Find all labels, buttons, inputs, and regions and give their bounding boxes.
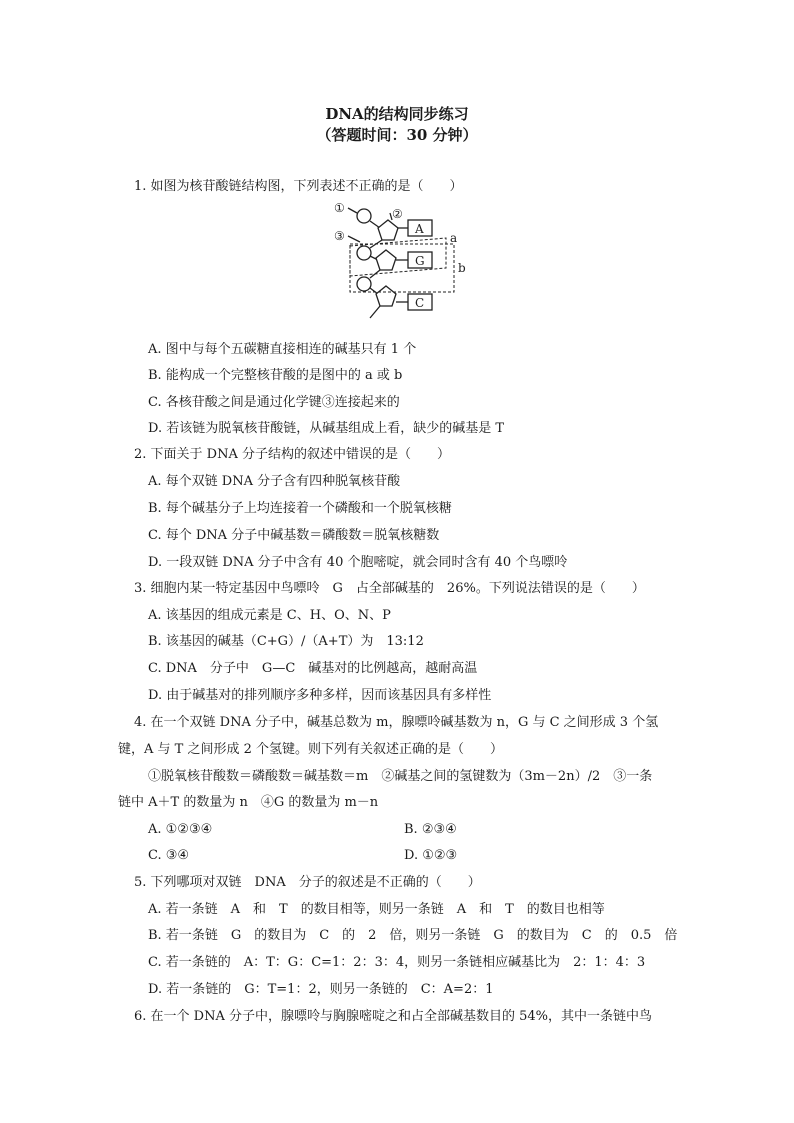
q5-option-a: A. 若一条链 A 和 T 的数目相等，则另一条链 A 和 T 的数目也相等 (148, 902, 605, 917)
label-2: ② (392, 207, 403, 221)
q4-items-line2: 链中 A＋T 的数量为 n ④G 的数量为 m－n (118, 795, 379, 810)
q5-stem: 5. 下列哪项对双链 DNA 分子的叙述是不正确的（ ） (134, 875, 481, 890)
q4-option-c: C. ③④ (148, 848, 190, 863)
base-c-text: C (415, 296, 425, 310)
q2-option-a: A. 每个双链 DNA 分子含有四种脱氧核苷酸 (148, 474, 401, 489)
phosphate-3 (357, 277, 371, 291)
q2-option-c: C. 每个 DNA 分子中碱基数＝磷酸数＝脱氧核糖数 (148, 528, 440, 543)
q3-option-a: A. 该基因的组成元素是 C、H、O、N、P (148, 608, 391, 623)
q1-option-b: B. 能构成一个完整核苷酸的是图中的 a 或 b (148, 368, 403, 383)
q4-stem-line1: 4. 在一个双链 DNA 分子中，碱基总数为 m，腺嘌呤碱基数为 n，G 与 C 之间形成 3 个氢 (134, 715, 659, 730)
base-a-text: A (415, 222, 424, 236)
base-g-text: G (415, 254, 425, 268)
q3-option-b: B. 该基因的碱基（C+G）/（A+T）为 13:12 (148, 634, 424, 649)
q2-option-b: B. 每个碱基分子上均连接着一个磷酸和一个脱氧核糖 (148, 501, 452, 516)
q5-option-c: C. 若一条链的 A：T：G：C=1：2：3：4，则另一条链相应碱基比为 2：1：4：3 (148, 955, 646, 970)
q4-option-b: B. ②③④ (404, 822, 457, 837)
phosphate-2 (357, 246, 371, 260)
label-1: ① (334, 201, 345, 215)
sugar-1 (378, 220, 398, 240)
sugar-3 (376, 286, 396, 306)
q5-option-d: D. 若一条链的 G：T=1：2，则另一条链的 C：A=2：1 (148, 982, 494, 997)
page-subtitle: （答题时间：30 分钟） (316, 126, 478, 144)
q2-stem: 2. 下面关于 DNA 分子结构的叙述中错误的是（ ） (134, 447, 450, 462)
sugar-2 (376, 250, 396, 270)
region-b-label: b (458, 261, 466, 275)
phosphate-1 (357, 209, 371, 223)
nucleotide-chain-figure (326, 198, 476, 330)
q1-option-d: D. 若该链为脱氧核苷酸链，从碱基组成上看，缺少的碱基是 T (148, 421, 505, 436)
q1-option-a: A. 图中与每个五碳糖直接相连的碱基只有 1 个 (148, 342, 417, 357)
q4-option-d: D. ①②③ (404, 848, 458, 863)
q4-items-line1: ①脱氧核苷酸数＝磷酸数＝碱基数＝m ②碱基之间的氢键数为（3m－2n）/2 ③一条 (148, 769, 653, 784)
q2-option-d: D. 一段双链 DNA 分子中含有 40 个胞嘧啶，就会同时含有 40 个鸟嘌呤 (148, 555, 568, 570)
page-title: DNA的结构同步练习 (325, 105, 469, 123)
q5-option-b: B. 若一条链 G 的数目为 C 的 2 倍，则另一条链 G 的数目为 C 的 0.5 倍 (148, 928, 678, 943)
label-3: ③ (334, 229, 345, 243)
q3-option-c: C. DNA 分子中 G—C 碱基对的比例越高，越耐高温 (148, 661, 478, 676)
q4-option-a: A. ①②③④ (148, 822, 213, 837)
q1-option-c: C. 各核苷酸之间是通过化学键③连接起来的 (148, 395, 400, 410)
q1-stem: 1. 如图为核苷酸链结构图，下列表述不正确的是（ ） (134, 179, 463, 194)
q6-stem: 6. 在一个 DNA 分子中，腺嘌呤与胸腺嘧啶之和占全部碱基数目的 54%，其中一条链中鸟 (134, 1009, 653, 1024)
q3-stem: 3. 细胞内某一特定基因中鸟嘌呤 G 占全部碱基的 26%。下列说法错误的是（ ） (134, 581, 645, 596)
q4-stem-line2: 键，A 与 T 之间形成 2 个氢键。则下列有关叙述正确的是（ ） (118, 742, 503, 757)
region-a-label: a (450, 231, 458, 245)
q3-option-d: D. 由于碱基对的排列顺序多种多样，因而该基因具有多样性 (148, 688, 492, 703)
